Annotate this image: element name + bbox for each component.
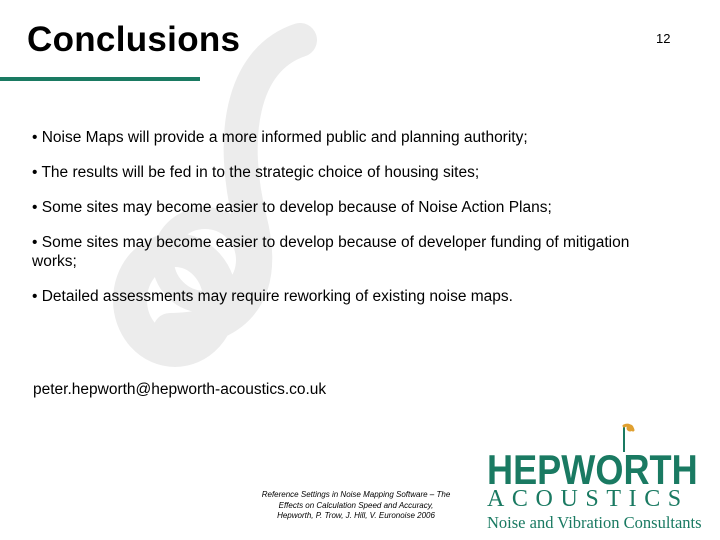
- bullet-item: • Some sites may become easier to develop because of developer funding of mitigation works;: [32, 234, 630, 270]
- bullet-item: • Some sites may become easier to develop because of Noise Action Plans;: [32, 199, 552, 216]
- title-underline: [0, 77, 200, 81]
- reference-line: Reference Settings in Noise Mapping Software – The: [261, 490, 451, 499]
- reference-line: Effects on Calculation Speed and Accuracy,: [278, 500, 434, 510]
- slide-title: Conclusions: [27, 20, 241, 59]
- bullet-item: • Detailed assessments may require reworking of existing noise maps.: [32, 288, 513, 305]
- reference-citation: [245, 490, 467, 522]
- page-number: 12: [656, 31, 671, 46]
- logo-subtitle: ACOUSTICS: [487, 486, 689, 512]
- bullet-item: • Noise Maps will provide a more informed public and planning authority;: [32, 129, 528, 146]
- hepworth-logo: [484, 422, 716, 534]
- contact-email[interactable]: peter.hepworth@hepworth-acoustics.co.uk: [33, 381, 327, 398]
- logo-tagline: Noise and Vibration Consultants: [487, 513, 702, 532]
- bullet-list: [32, 128, 672, 322]
- logo-name: HEPWORTH: [487, 446, 698, 493]
- bullet-item: • The results will be fed in to the strategic choice of housing sites;: [32, 164, 480, 181]
- reference-line: Hepworth, P. Trow, J. Hill, V. Euronoise 2006: [277, 511, 435, 520]
